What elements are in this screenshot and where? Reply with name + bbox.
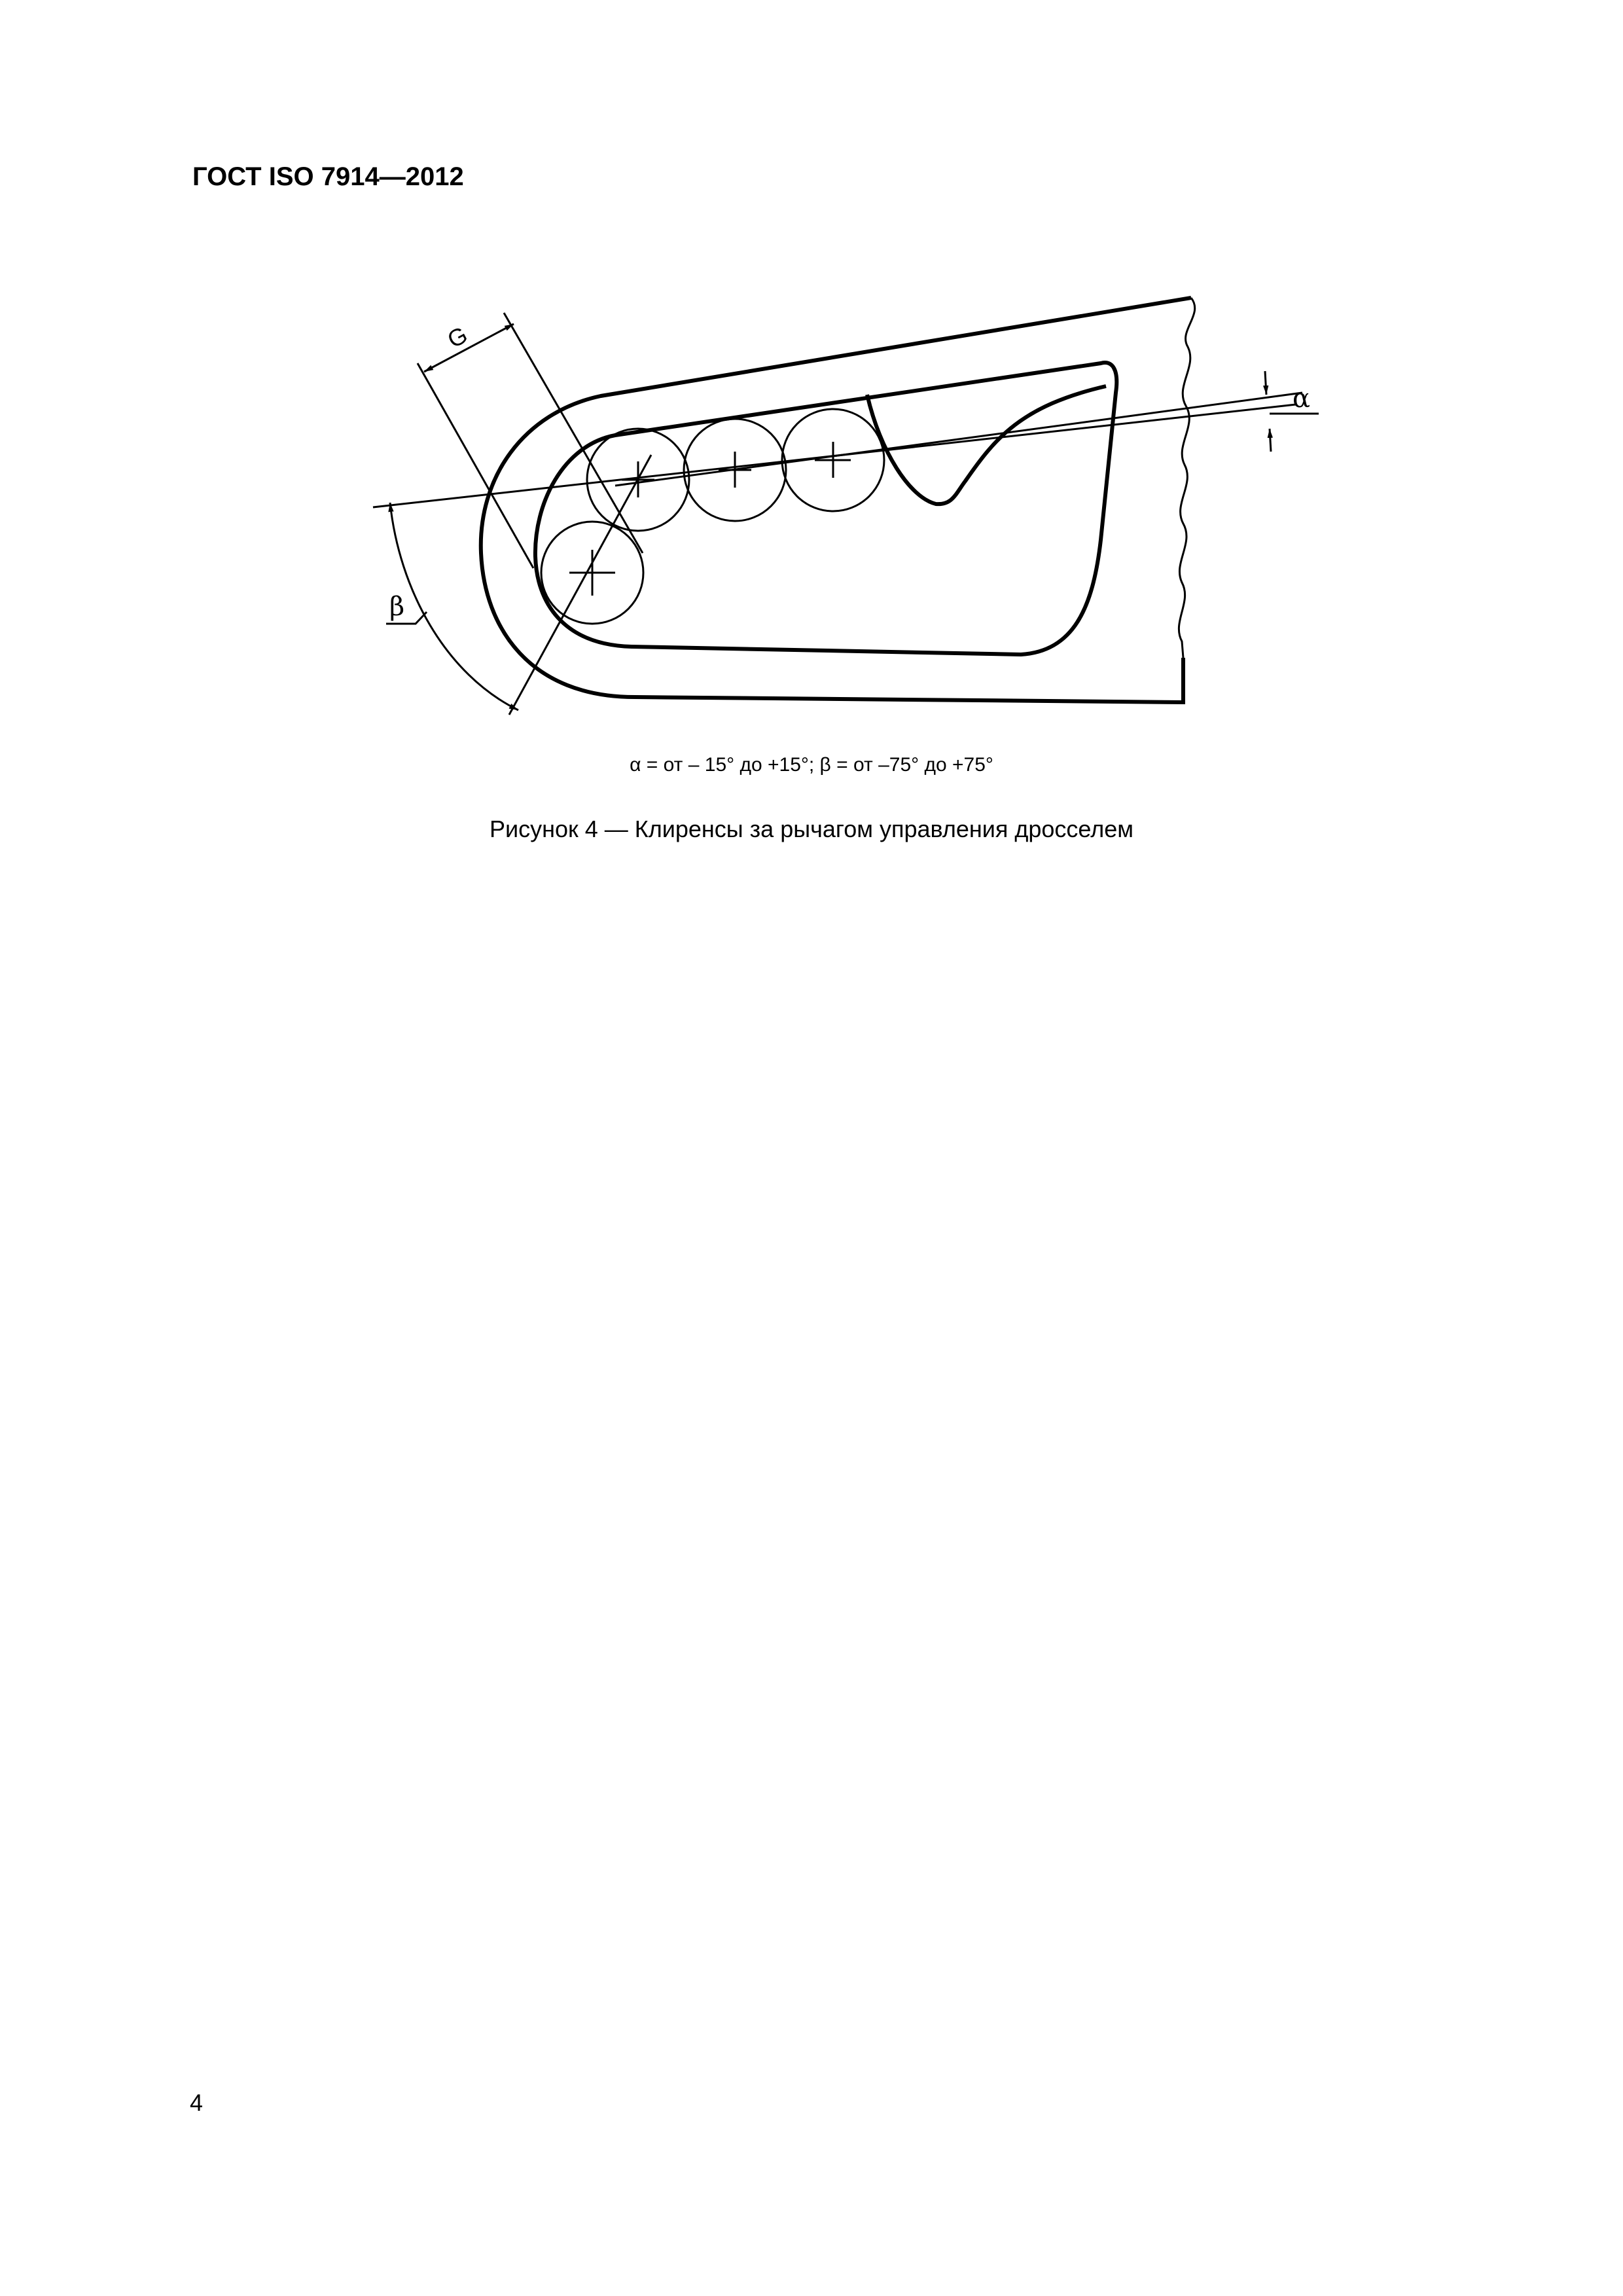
reference-line-alpha [615, 393, 1302, 486]
centre-crosses [569, 442, 851, 596]
break-line [1179, 298, 1194, 658]
beta-arc [390, 503, 518, 710]
alpha-arrow-top [1265, 371, 1266, 395]
alpha-label: α [1293, 384, 1311, 414]
inclined-axis-line [509, 455, 651, 715]
page-number: 4 [190, 2089, 204, 2116]
beta-label: β [389, 592, 405, 622]
alpha-arrow-bottom [1270, 429, 1271, 452]
g-dimension-line [424, 324, 514, 372]
g-extension-left [418, 363, 533, 568]
figure-caption: Рисунок 4 — Клиренсы за рычагом управления дросселем [489, 816, 1133, 842]
lever-profile [867, 386, 1106, 504]
document-header: ГОСТ ISO 7914—2012 [192, 162, 464, 191]
g-label: G [442, 321, 472, 353]
figure-formula: α = от – 15° до +15°; β = от –75° до +75° [630, 754, 993, 776]
outer-contour [481, 298, 1191, 702]
